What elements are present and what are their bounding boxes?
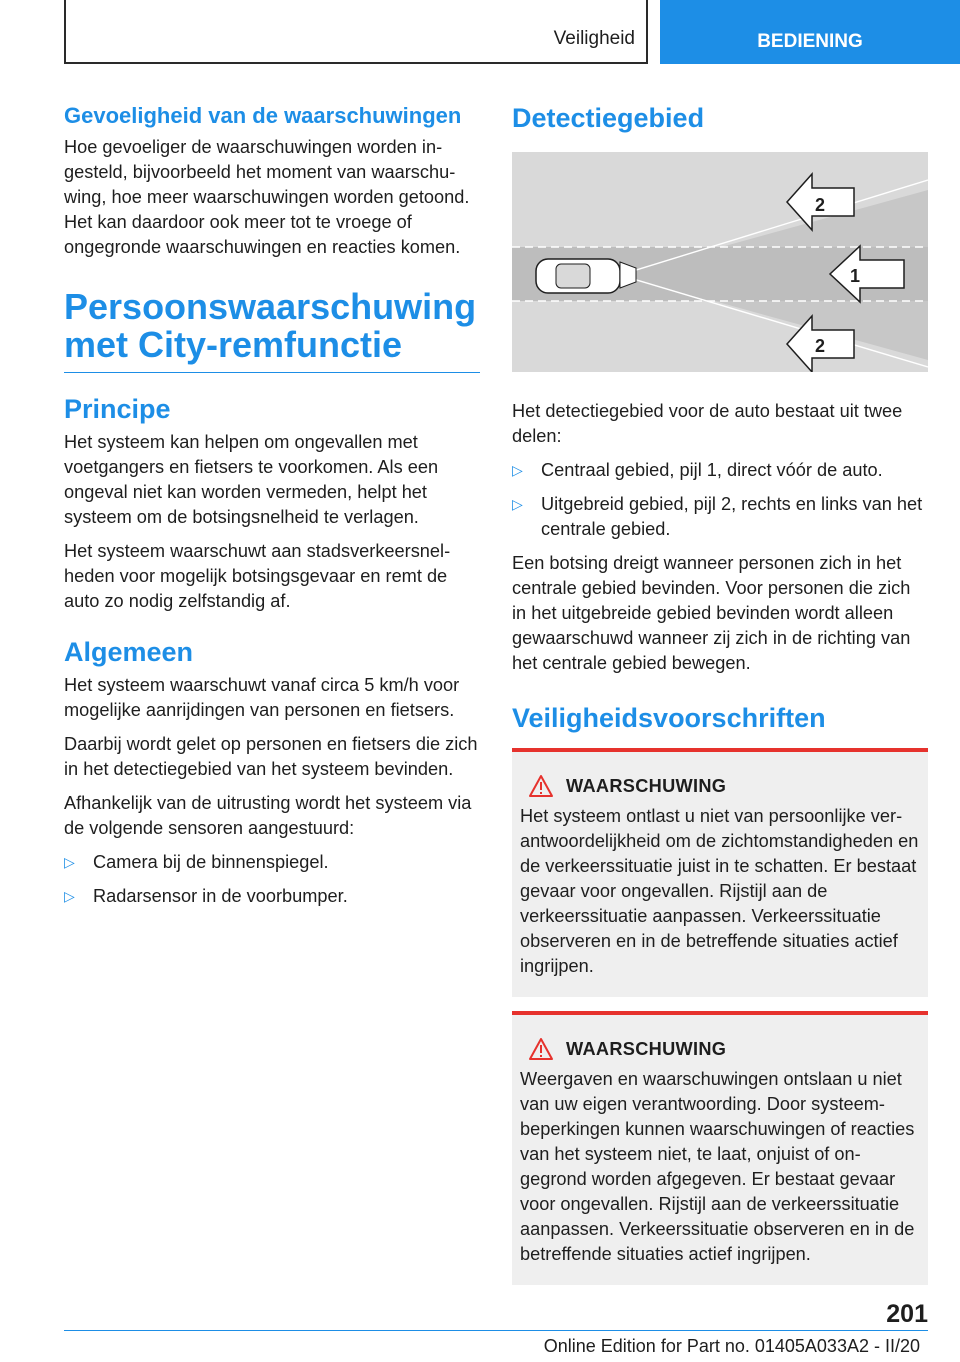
list-item (64, 884, 480, 909)
triangle-bullet-icon: ▷ (64, 854, 75, 870)
left-column (64, 102, 480, 918)
general-paragraph-3: Afhankelijk van de uitrusting wordt het systeem via de volgende sensoren aangestuurd: (64, 793, 472, 838)
warning-label: WAARSCHUWING (566, 1038, 727, 1059)
area-extended: Uitgebreid gebied, pijl 2, rechts en links van het centrale gebied. (541, 494, 923, 539)
principle-heading: Principe (64, 394, 171, 424)
list-item (512, 458, 928, 483)
arrow-label-2-top: 2 (815, 195, 826, 215)
area-list (512, 458, 928, 542)
main-heading: Persoonswaarschuwing met City-remfunctie (64, 288, 480, 373)
sensor-list (64, 850, 480, 909)
general-heading: Algemeen (64, 637, 194, 667)
area-central: Centraal gebied, pijl 1, direct vóór de auto. (541, 460, 883, 480)
list-item (512, 492, 928, 542)
arrow-label-2-bottom: 2 (815, 336, 826, 356)
warning-text: Weergaven en waarschuwingen ontslaan u niet van uw eigen verantwoording. Door systeembeperkingen kunnen waarschuwingen of reacties van het systeem niet, te laat, onjuist of ongegrond worden afgegeven. Er bestaat gevaar voor ongevallen. Rijstijl aan de verkeerssituatie aanpassen. Verkeerssituatie observeren en in de betreffende situaties actief ingrijpen. (520, 1069, 915, 1264)
car-icon (536, 259, 636, 293)
general-paragraph-2: Daarbij wordt gelet op personen en fietsers die zich in het detectiegebied van het systeem bevinden. (64, 734, 478, 779)
right-column (512, 102, 928, 1299)
sensor-radar: Radarsensor in de voorbumper. (93, 886, 348, 906)
arrow-label-1: 1 (850, 266, 861, 286)
detection-paragraph-2: Een botsing dreigt wanneer personen zich in het centrale gebied bevinden. Voor personen die zich in het uitgebreide gebied bevinden wordt alleen gewaarschuwd wanneer zij zich in de richting van het centrale gebied bewegen. (512, 553, 911, 673)
footer-divider (64, 1330, 928, 1331)
principle-paragraph-1: Het systeem kan helpen om ongevallen met voetgangers en fietsers te voorkomen. Als een ongeval niet kan worden vermeden, helpt het systeem om de botsingsnelheid te verlagen. (64, 432, 439, 527)
triangle-bullet-icon: ▷ (64, 888, 75, 904)
triangle-bullet-icon: ▷ (512, 496, 523, 512)
warning-label: WAARSCHUWING (566, 775, 727, 796)
detection-paragraph-1: Het detectiegebied voor de auto bestaat uit twee delen: (512, 401, 903, 446)
sensitivity-heading: Gevoeligheid van de waarschuwingen (64, 103, 462, 128)
detection-area-figure (512, 152, 928, 372)
warning-box-1 (512, 748, 928, 997)
warning-text: Het systeem ontlast u niet van persoonlijke verantwoordelijkheid om de zichtomstandigheden en de verkeerssituatie juist in te schatten. Er bestaat gevaar voor ongevallen. Rijstijl aan de verkeerssituatie aanpassen. Verkeerssituatie observeren en in de betreffende situaties actief ingrijpen. (520, 806, 919, 976)
triangle-bullet-icon: ▷ (512, 462, 523, 478)
warning-title-row (520, 1037, 920, 1061)
edition-footer: Online Edition for Part no. 01405A033A2 - II/20 (543, 1336, 920, 1356)
sensitivity-text: Hoe gevoeliger de waarschuwingen worden ingesteld, bijvoorbeeld het moment van waarschuwing, hoe meer waarschuwingen worden getoond. Het kan daardoor ook meer tot te vroege of ongegronde waarschuwingen en reacties komen. (64, 137, 470, 257)
general-paragraph-1: Het systeem waarschuwt vanaf circa 5 km/h voor mogelijke aanrijdingen van personen en fietsers. (64, 675, 460, 720)
safety-heading: Veiligheidsvoorschriften (512, 703, 826, 733)
warning-box-2 (512, 1011, 928, 1285)
warning-triangle-icon (528, 774, 554, 798)
section-title: Veiligheid (553, 28, 635, 49)
sensor-camera: Camera bij de binnenspiegel. (93, 852, 329, 872)
detection-heading: Detectiegebied (512, 103, 705, 133)
warning-title-row (520, 774, 920, 798)
principle-paragraph-2: Het systeem waarschuwt aan stadsverkeersnelheden voor mogelijk botsingsgevaar en remt de auto zo nodig zelfstandig af. (64, 541, 451, 611)
list-item (64, 850, 480, 875)
chapter-tab[interactable]: BEDIENING (660, 0, 960, 64)
warning-triangle-icon (528, 1037, 554, 1061)
page-number: 201 (886, 1300, 928, 1328)
